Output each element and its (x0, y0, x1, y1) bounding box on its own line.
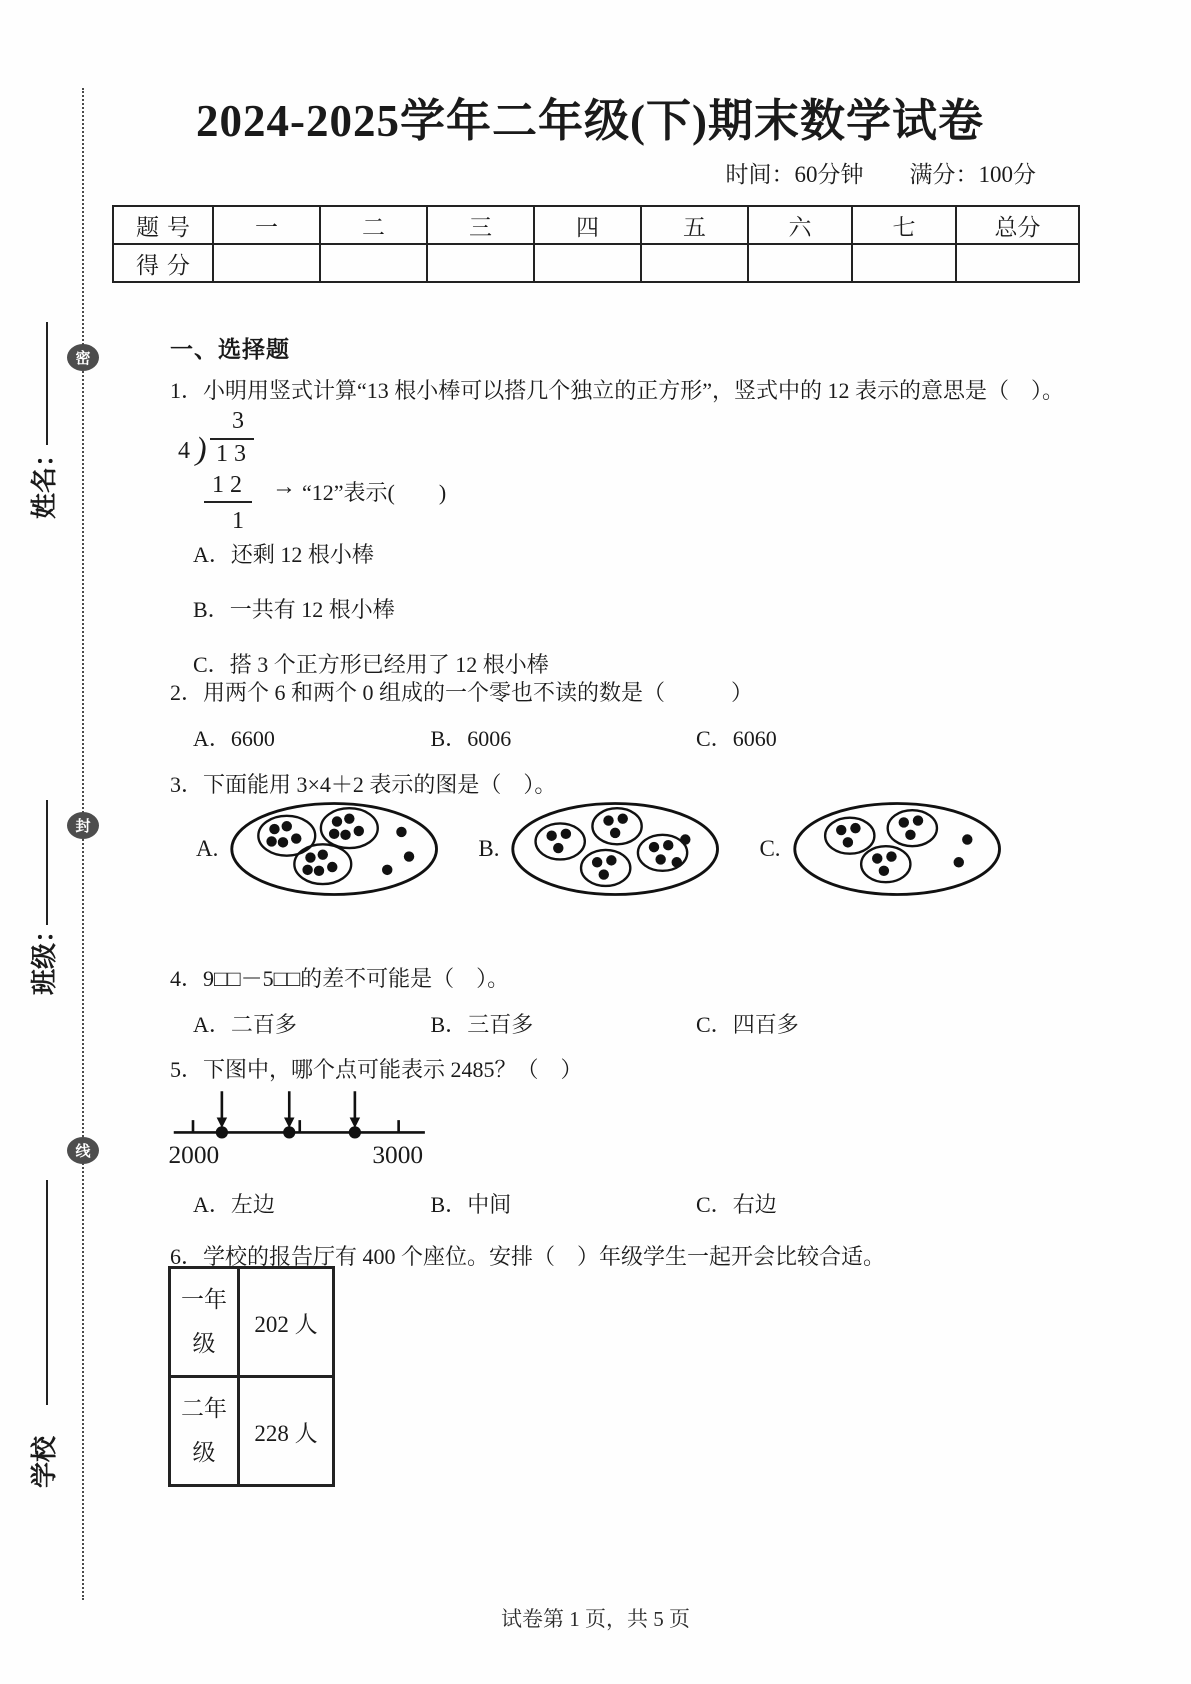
school-field-label: 学校 (30, 1436, 59, 1489)
seal-dotted-line (82, 88, 84, 1600)
division-note: “12”表示( ) (302, 480, 447, 505)
grade-cell: 二年级 (170, 1377, 239, 1486)
count-cell: 202 人 (239, 1268, 334, 1377)
q5-option-a (193, 1188, 425, 1219)
option-label: A． (193, 1012, 231, 1037)
score-cell-empty (320, 244, 427, 282)
numberline-figure (158, 1080, 438, 1176)
exam-meta (112, 156, 1078, 189)
score-col-3: 三 (427, 206, 534, 244)
division-product: 1 2 (204, 472, 252, 503)
option-text: 还剩 12 根小棒 (230, 542, 374, 567)
division-figure (176, 408, 696, 538)
q1-option-c (193, 648, 549, 679)
numberline-left-label: 2000 (168, 1141, 220, 1169)
q2-option-b (431, 722, 691, 753)
division-dividend: 1 3 (210, 438, 254, 468)
grade-cell: 一年级 (170, 1268, 239, 1377)
score-cell-empty (534, 244, 641, 282)
option-text: 左边 (230, 1192, 275, 1217)
grade-row (170, 1268, 334, 1377)
arrow-icon: → (272, 474, 296, 500)
q3-figure-a (196, 798, 446, 900)
division-divisor: 4 (178, 438, 190, 464)
division-remainder: 1 (232, 508, 244, 534)
score-cell-empty (748, 244, 852, 282)
score-col-total: 总分 (956, 206, 1079, 244)
q3-stem: 3．下面能用 3×4＋2 表示的图是（ ）。 (170, 772, 557, 797)
dot-group-figure-a (228, 798, 446, 900)
dot-group-figure-c (791, 798, 1009, 900)
section-heading: 一、选择题 (170, 337, 290, 362)
score-cell-empty (213, 244, 320, 282)
seal-char-label: 密 (75, 350, 91, 367)
q2-option-a (193, 722, 425, 753)
option-label: B． (193, 597, 230, 622)
option-label: C． (696, 726, 733, 751)
score-table-corner: 题号 (113, 206, 213, 244)
option-label: C． (696, 1192, 733, 1217)
q3-figures (196, 798, 1041, 900)
option-text: 中间 (467, 1192, 512, 1217)
option-text: 四百多 (732, 1012, 799, 1037)
option-text: 三百多 (467, 1012, 534, 1037)
figure-label: A. (196, 836, 219, 861)
exam-time: 时间：60分钟 (725, 162, 864, 187)
q6-stem: 6．学校的报告厅有 400 个座位。安排（ ）年级学生一起开会比较合适。 (170, 1244, 886, 1269)
seal-char-label: 线 (75, 1143, 91, 1160)
option-label: B． (430, 726, 468, 751)
school-blank-line (46, 1180, 48, 1405)
score-cell-empty (956, 244, 1079, 282)
score-cell-empty (427, 244, 534, 282)
class-field-label: 班级： (30, 917, 59, 996)
score-col-6: 六 (748, 206, 852, 244)
figure-label: C. (759, 836, 781, 861)
option-text: 右边 (732, 1192, 777, 1217)
option-label: A． (193, 1192, 231, 1217)
q4-option-c (696, 1008, 799, 1039)
option-text: 6060 (732, 726, 777, 751)
score-col-4: 四 (534, 206, 641, 244)
seal-char-xian (67, 1137, 99, 1164)
option-text: 二百多 (230, 1012, 297, 1037)
option-text: 6006 (467, 726, 512, 751)
q2-option-c (696, 722, 777, 753)
score-table (112, 205, 1080, 283)
option-label: C． (696, 1012, 733, 1037)
seal-char-label: 封 (75, 818, 91, 835)
option-label: C． (193, 652, 230, 677)
q3-figure-b (478, 798, 727, 900)
option-text: 搭 3 个正方形已经用了 12 根小棒 (229, 652, 549, 677)
name-field-label: 姓名： (30, 441, 59, 520)
q1-option-b (193, 593, 549, 624)
seal-char-mi (67, 344, 99, 371)
q1-stem: 1．小明用竖式计算“13 根小棒可以搭几个独立的正方形”，竖式中的 12 表示的意思是（ ）。 (170, 378, 1065, 403)
q5-options (193, 1188, 777, 1219)
division-quotient: 3 (232, 408, 244, 434)
seal-char-feng (67, 812, 99, 839)
score-cell-empty (852, 244, 956, 282)
numberline-right-label: 3000 (372, 1141, 424, 1169)
q5-numberline (158, 1080, 438, 1176)
option-text: 一共有 12 根小棒 (229, 597, 395, 622)
q5-stem: 5．下图中，哪个点可能表示 2485？（ ） (170, 1057, 583, 1082)
dot-group-figure-b (509, 798, 727, 900)
page-title: 2024-2025学年二年级(下)期末数学试卷 (196, 96, 984, 146)
score-col-1: 一 (213, 206, 320, 244)
score-table-header-row (113, 206, 1079, 244)
option-label: A． (193, 542, 231, 567)
q4-option-a (193, 1008, 425, 1039)
figure-label: B. (478, 836, 500, 861)
page-footer: 试卷第 1 页，共 5 页 (501, 1607, 690, 1631)
score-row-label: 得分 (113, 244, 213, 282)
score-col-7: 七 (852, 206, 956, 244)
q5-option-b (431, 1188, 691, 1219)
q6-grade-table (168, 1266, 335, 1487)
q3-figure-c (759, 798, 1008, 900)
option-label: B． (430, 1192, 468, 1217)
q5-option-c (696, 1188, 777, 1219)
q4-options (193, 1008, 799, 1039)
q1-option-a (193, 538, 549, 569)
q2-stem: 2．用两个 6 和两个 0 组成的一个零也不读的数是（ ） (170, 680, 754, 705)
score-col-5: 五 (641, 206, 748, 244)
score-col-2: 二 (320, 206, 427, 244)
option-text: 6600 (230, 726, 275, 751)
q4-stem: 4．9□□－5□□的差不可能是（ ）。 (170, 966, 510, 991)
grade-row (170, 1377, 334, 1486)
count-cell: 228 人 (239, 1377, 334, 1486)
q4-option-b (431, 1008, 691, 1039)
score-table-score-row (113, 244, 1079, 282)
division-bracket: ) (193, 431, 211, 469)
exam-full-score: 满分：100分 (909, 162, 1036, 187)
score-cell-empty (641, 244, 748, 282)
q2-options (193, 722, 777, 753)
q1-options (193, 538, 549, 679)
option-label: A． (193, 726, 231, 751)
option-label: B． (430, 1012, 468, 1037)
